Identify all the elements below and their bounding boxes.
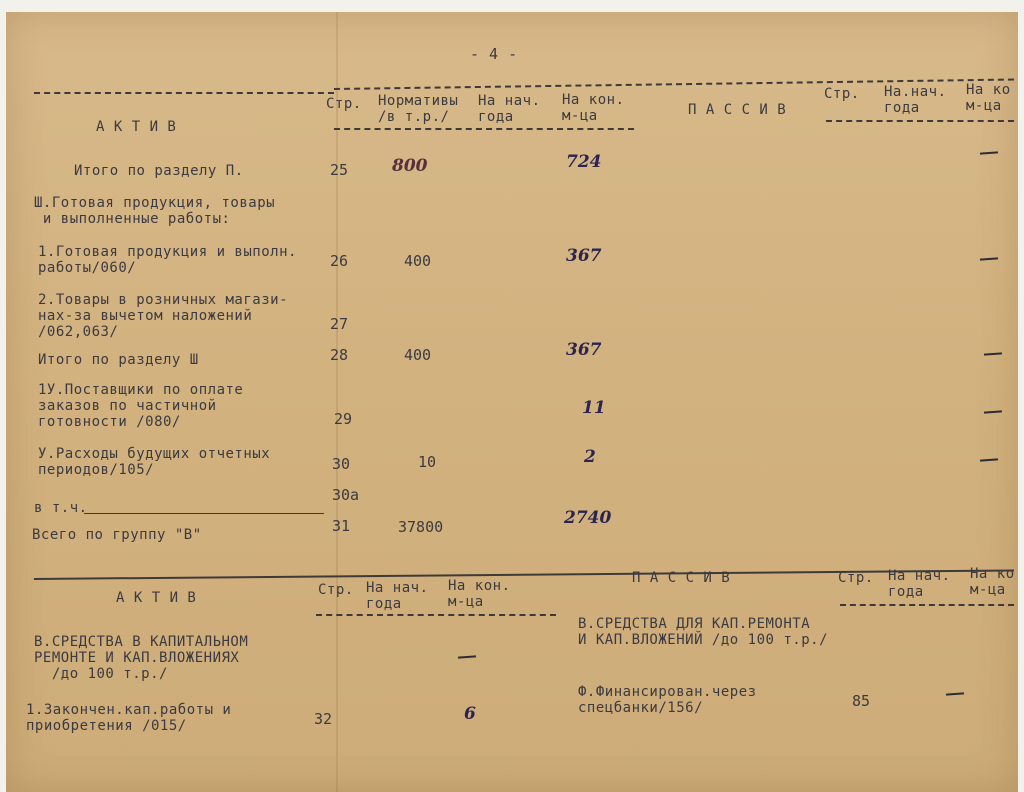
row-label: 1У.Поставщики по оплате заказов по частичной готовности /080/ xyxy=(38,382,244,430)
lower-na-nach-header: На нач. года xyxy=(366,580,429,612)
row-str: 31 xyxy=(332,517,351,535)
upper-aktiv-header: А К Т И В xyxy=(96,119,177,135)
row-label: Ш.Готовая продукция, товары и выполненные работы: xyxy=(34,195,276,227)
row-normativ: 10 xyxy=(418,453,437,471)
upper-str-header: Стр. xyxy=(326,96,362,112)
upper-passiv-header: П А С С И В xyxy=(688,102,787,118)
row-normativ: 400 xyxy=(404,346,432,364)
upper-passiv-na-nach-header: На.нач. года xyxy=(884,84,947,116)
upper-top-rule-left xyxy=(34,92,334,94)
upper-passiv-na-kon-header: На ко м-ца xyxy=(966,82,1011,114)
lower-aktiv-header: А К Т И В xyxy=(116,590,197,606)
page-number: - 4 - xyxy=(470,45,518,63)
lower-aktiv-row-label: В.СРЕДСТВА В КАПИТАЛЬНОМ РЕМОНТЕ И КАП.ВЛОЖЕНИЯХ /до 100 т.р./ xyxy=(34,634,249,682)
lower-passiv-row-str: 85 xyxy=(852,692,871,710)
upper-header-underline xyxy=(334,128,634,130)
row-na-kon: 2 xyxy=(584,447,596,467)
lower-header-underline xyxy=(316,614,556,616)
lower-aktiv-row-str: 32 xyxy=(314,710,333,728)
row-label: Всего по группу "В" xyxy=(32,527,202,543)
row-label: 1.Готовая продукция и выполн. работы/060/ xyxy=(38,244,297,276)
row-label: Итого по разделу Ш xyxy=(38,352,199,368)
lower-passiv-row-label: Ф.Финансирован.через спецбанки/156/ xyxy=(578,684,757,716)
upper-na-kon-header: На кон. м-ца xyxy=(562,92,625,124)
row-str: 27 xyxy=(330,315,349,333)
lower-aktiv-row-label: 1.Закончен.кап.работы и приобретения /015/ xyxy=(26,702,232,734)
row-str: 28 xyxy=(330,346,349,364)
upper-passiv-str-header: Стр. xyxy=(824,86,860,102)
lower-str-header: Стр. xyxy=(318,582,354,598)
vtch-underline xyxy=(84,513,324,514)
lower-passiv-row-label: В.СРЕДСТВА ДЛЯ КАП.РЕМОНТА И КАП.ВЛОЖЕНИЙ /до 100 т.р./ xyxy=(578,616,829,648)
row-na-kon: 367 xyxy=(566,246,602,266)
row-normativ: 37800 xyxy=(398,518,444,536)
row-str: 26 xyxy=(330,252,349,270)
row-na-kon: 724 xyxy=(566,152,602,172)
lower-passiv-header-underline xyxy=(840,604,1014,606)
upper-na-nach-header: На нач. года xyxy=(478,93,541,125)
lower-passiv-na-kon-header: На ко м-ца xyxy=(970,566,1015,598)
row-na-kon: 2740 xyxy=(564,508,612,528)
row-na-kon: 11 xyxy=(582,398,606,418)
upper-normativy-header: Нормативы /в т.р./ xyxy=(378,93,459,125)
lower-aktiv-row-na-kon: 6 xyxy=(464,704,476,724)
lower-passiv-str-header: Стр. xyxy=(838,570,874,586)
row-str: 30 xyxy=(332,455,351,473)
upper-passiv-header-underline xyxy=(826,120,1014,122)
row-label: в т.ч. xyxy=(34,500,88,516)
row-label: Итого по разделу П. xyxy=(74,163,244,179)
row-normativ: 800 xyxy=(392,156,428,176)
row-str: 30а xyxy=(332,486,360,504)
lower-passiv-na-nach-header: На нач. года xyxy=(888,568,951,600)
row-str: 25 xyxy=(330,161,349,179)
row-label: У.Расходы будущих отчетных периодов/105/ xyxy=(38,446,271,478)
lower-na-kon-header: На кон. м-ца xyxy=(448,578,511,610)
lower-passiv-header: П А С С И В xyxy=(632,570,731,586)
row-na-kon: 367 xyxy=(566,340,602,360)
row-label: 2.Товары в розничных магази- нах-за вычетом наложений /062,063/ xyxy=(38,292,289,340)
row-normativ: 400 xyxy=(404,252,432,270)
row-str: 29 xyxy=(334,410,353,428)
